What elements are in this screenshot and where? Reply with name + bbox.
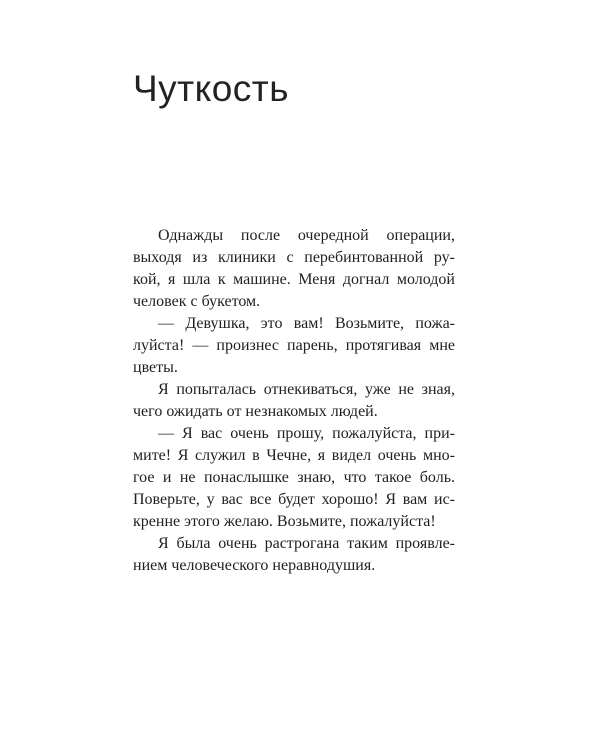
text-line: Однажды после очередной операции, bbox=[158, 227, 455, 244]
text-line: нием человеческого неравнодушия. bbox=[133, 557, 376, 574]
text-line: гое и не понаслышке знаю, что такое боль. bbox=[133, 469, 455, 486]
text-line: Я попыталась отнекиваться, уже не зная, bbox=[158, 381, 455, 398]
text-line: — Девушка, это вам! Возьмите, пожа- bbox=[158, 315, 455, 332]
text-line: человек с букетом. bbox=[133, 293, 261, 310]
text-line: цветы. bbox=[133, 359, 178, 376]
chapter-title: Чуткость bbox=[133, 68, 290, 109]
text-line: луйста! — произнес парень, протягивая мне bbox=[133, 337, 455, 354]
text-line: Я была очень растрогана таким проявле- bbox=[158, 535, 455, 552]
text-line: чего ожидать от незнакомых людей. bbox=[133, 403, 378, 420]
text-line: выходя из клиники с перебинтованной ру- bbox=[133, 249, 455, 266]
text-line: кой, я шла к машине. Меня догнал молодой bbox=[133, 271, 455, 288]
text-line: кренне этого желаю. Возьмите, пожалуйста! bbox=[133, 513, 436, 530]
text-line: — Я вас очень прошу, пожалуйста, при- bbox=[158, 425, 455, 442]
text-line: Поверьте, у вас все будет хорошо! Я вам ис- bbox=[133, 491, 455, 508]
text-line: мите! Я служил в Чечне, я видел очень мно- bbox=[133, 447, 455, 464]
